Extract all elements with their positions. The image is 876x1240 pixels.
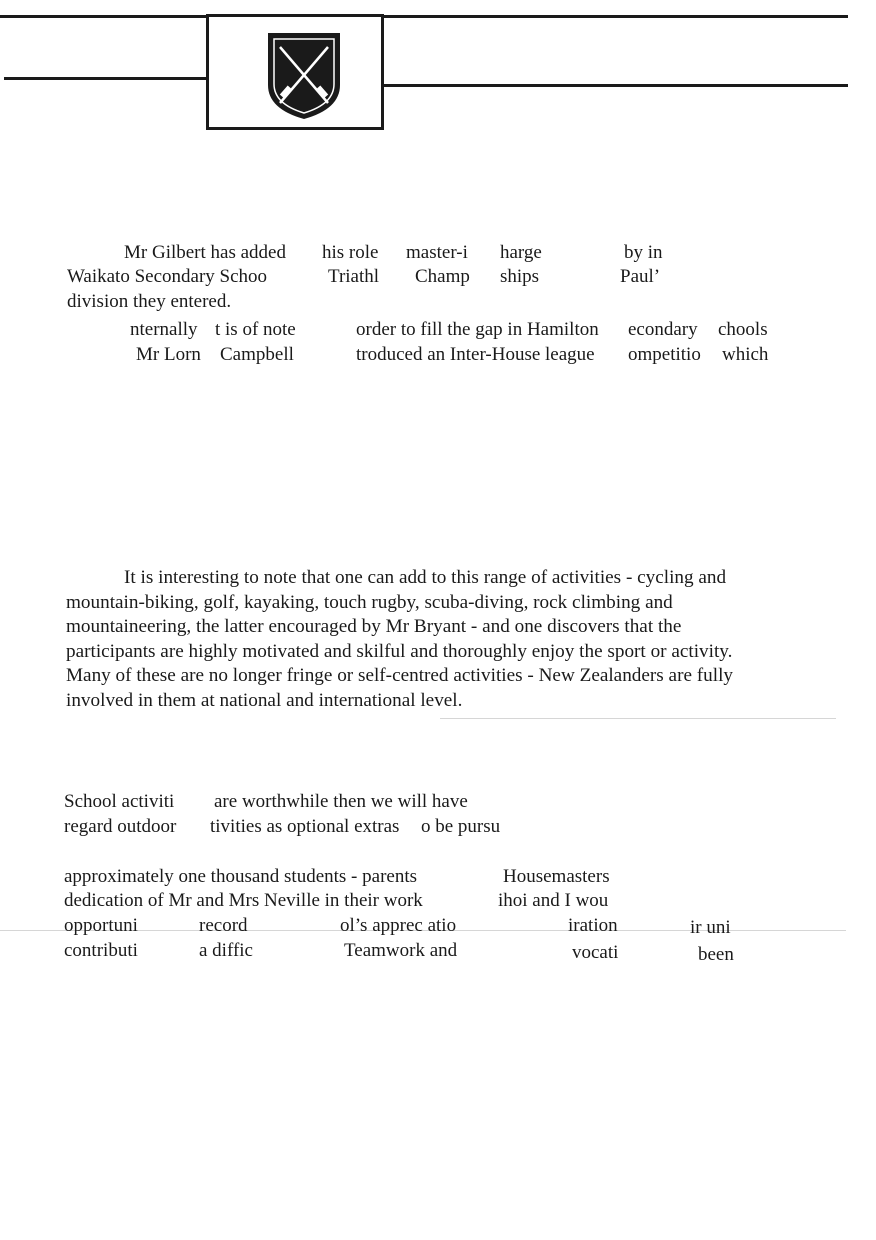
- text-fragment: which: [722, 344, 769, 365]
- text-fragment: Triathl: [328, 266, 380, 287]
- paragraph-line: mountain-biking, golf, kayaking, touch rugby, scuba-diving, rock climbing and: [66, 591, 673, 613]
- text-fragment: Mr Gilbert has added: [124, 242, 286, 263]
- body-paragraph: [66, 566, 774, 714]
- text-fragment: iration: [568, 915, 618, 936]
- text-fragment: chools: [718, 319, 768, 340]
- paragraph-line: mountaineering, the latter encouraged by Mr Bryant - and one discovers that the: [66, 616, 682, 638]
- text-fragment: econdary: [628, 319, 698, 340]
- paragraph-line: participants are highly motivated and skilful and thoroughly enjoy the sport or activity.: [66, 640, 733, 662]
- text-fragment: o be pursu: [421, 816, 501, 837]
- text-fragment: ships: [500, 266, 540, 287]
- text-fragment: Champ: [415, 266, 470, 287]
- crossed-oars-shield-icon: [264, 29, 344, 121]
- text-fragment: tivities as optional extras: [210, 816, 400, 837]
- text-fragment: order to fill the gap in Hamilton: [356, 319, 599, 340]
- text-fragment: ompetitio: [628, 344, 701, 365]
- text-fragment: are worthwhile then we will have: [214, 791, 468, 812]
- text-fragment: a diffic: [199, 940, 253, 961]
- text-fragment: regard outdoor: [64, 816, 177, 837]
- header-rule-left: [4, 77, 208, 80]
- text-fragment: nternally: [130, 319, 198, 340]
- text-fragment: record: [199, 915, 248, 936]
- text-fragment: division they entered.: [67, 291, 232, 312]
- paragraph-line: Many of these are no longer fringe or self-centred activities - New Zealanders are fully: [66, 665, 734, 687]
- text-fragment: been: [698, 944, 734, 965]
- text-fragment: master-i: [406, 242, 468, 263]
- paragraph-line: It is interesting to note that one can add to this range of activities - cycling and: [124, 567, 727, 588]
- text-fragment: t is of note: [215, 319, 296, 340]
- text-fragment: approximately one thousand students - parents: [64, 866, 418, 887]
- text-fragment: harge: [500, 242, 542, 263]
- ghost-rule: [440, 718, 836, 719]
- crest-frame: [206, 14, 384, 130]
- header-rule-top: [0, 15, 848, 18]
- text-fragment: ol’s apprec atio: [340, 915, 457, 936]
- text-fragment: contributi: [64, 940, 138, 961]
- paragraph-line: involved in them at national and international level.: [66, 689, 463, 711]
- text-fragment: vocati: [572, 942, 619, 963]
- text-fragment: troduced an Inter-House league: [356, 344, 595, 365]
- text-fragment: ihoi and I wou: [498, 890, 609, 911]
- text-fragment: Mr Lorn: [136, 344, 201, 365]
- text-fragment: ir uni: [690, 917, 731, 938]
- text-fragment: his role: [322, 242, 379, 263]
- text-fragment: Waikato Secondary Schoo: [67, 266, 268, 287]
- text-fragment: Campbell: [220, 344, 294, 365]
- text-fragment: Paul’: [620, 266, 661, 287]
- text-fragment: by in: [624, 242, 663, 263]
- text-fragment: dedication of Mr and Mrs Neville in their work: [64, 890, 423, 911]
- text-fragment: Teamwork and: [344, 940, 458, 961]
- text-fragment: School activiti: [64, 791, 175, 812]
- header-rule-right: [384, 84, 848, 87]
- text-fragment: opportuni: [64, 915, 138, 936]
- text-fragment: Housemasters: [503, 866, 610, 887]
